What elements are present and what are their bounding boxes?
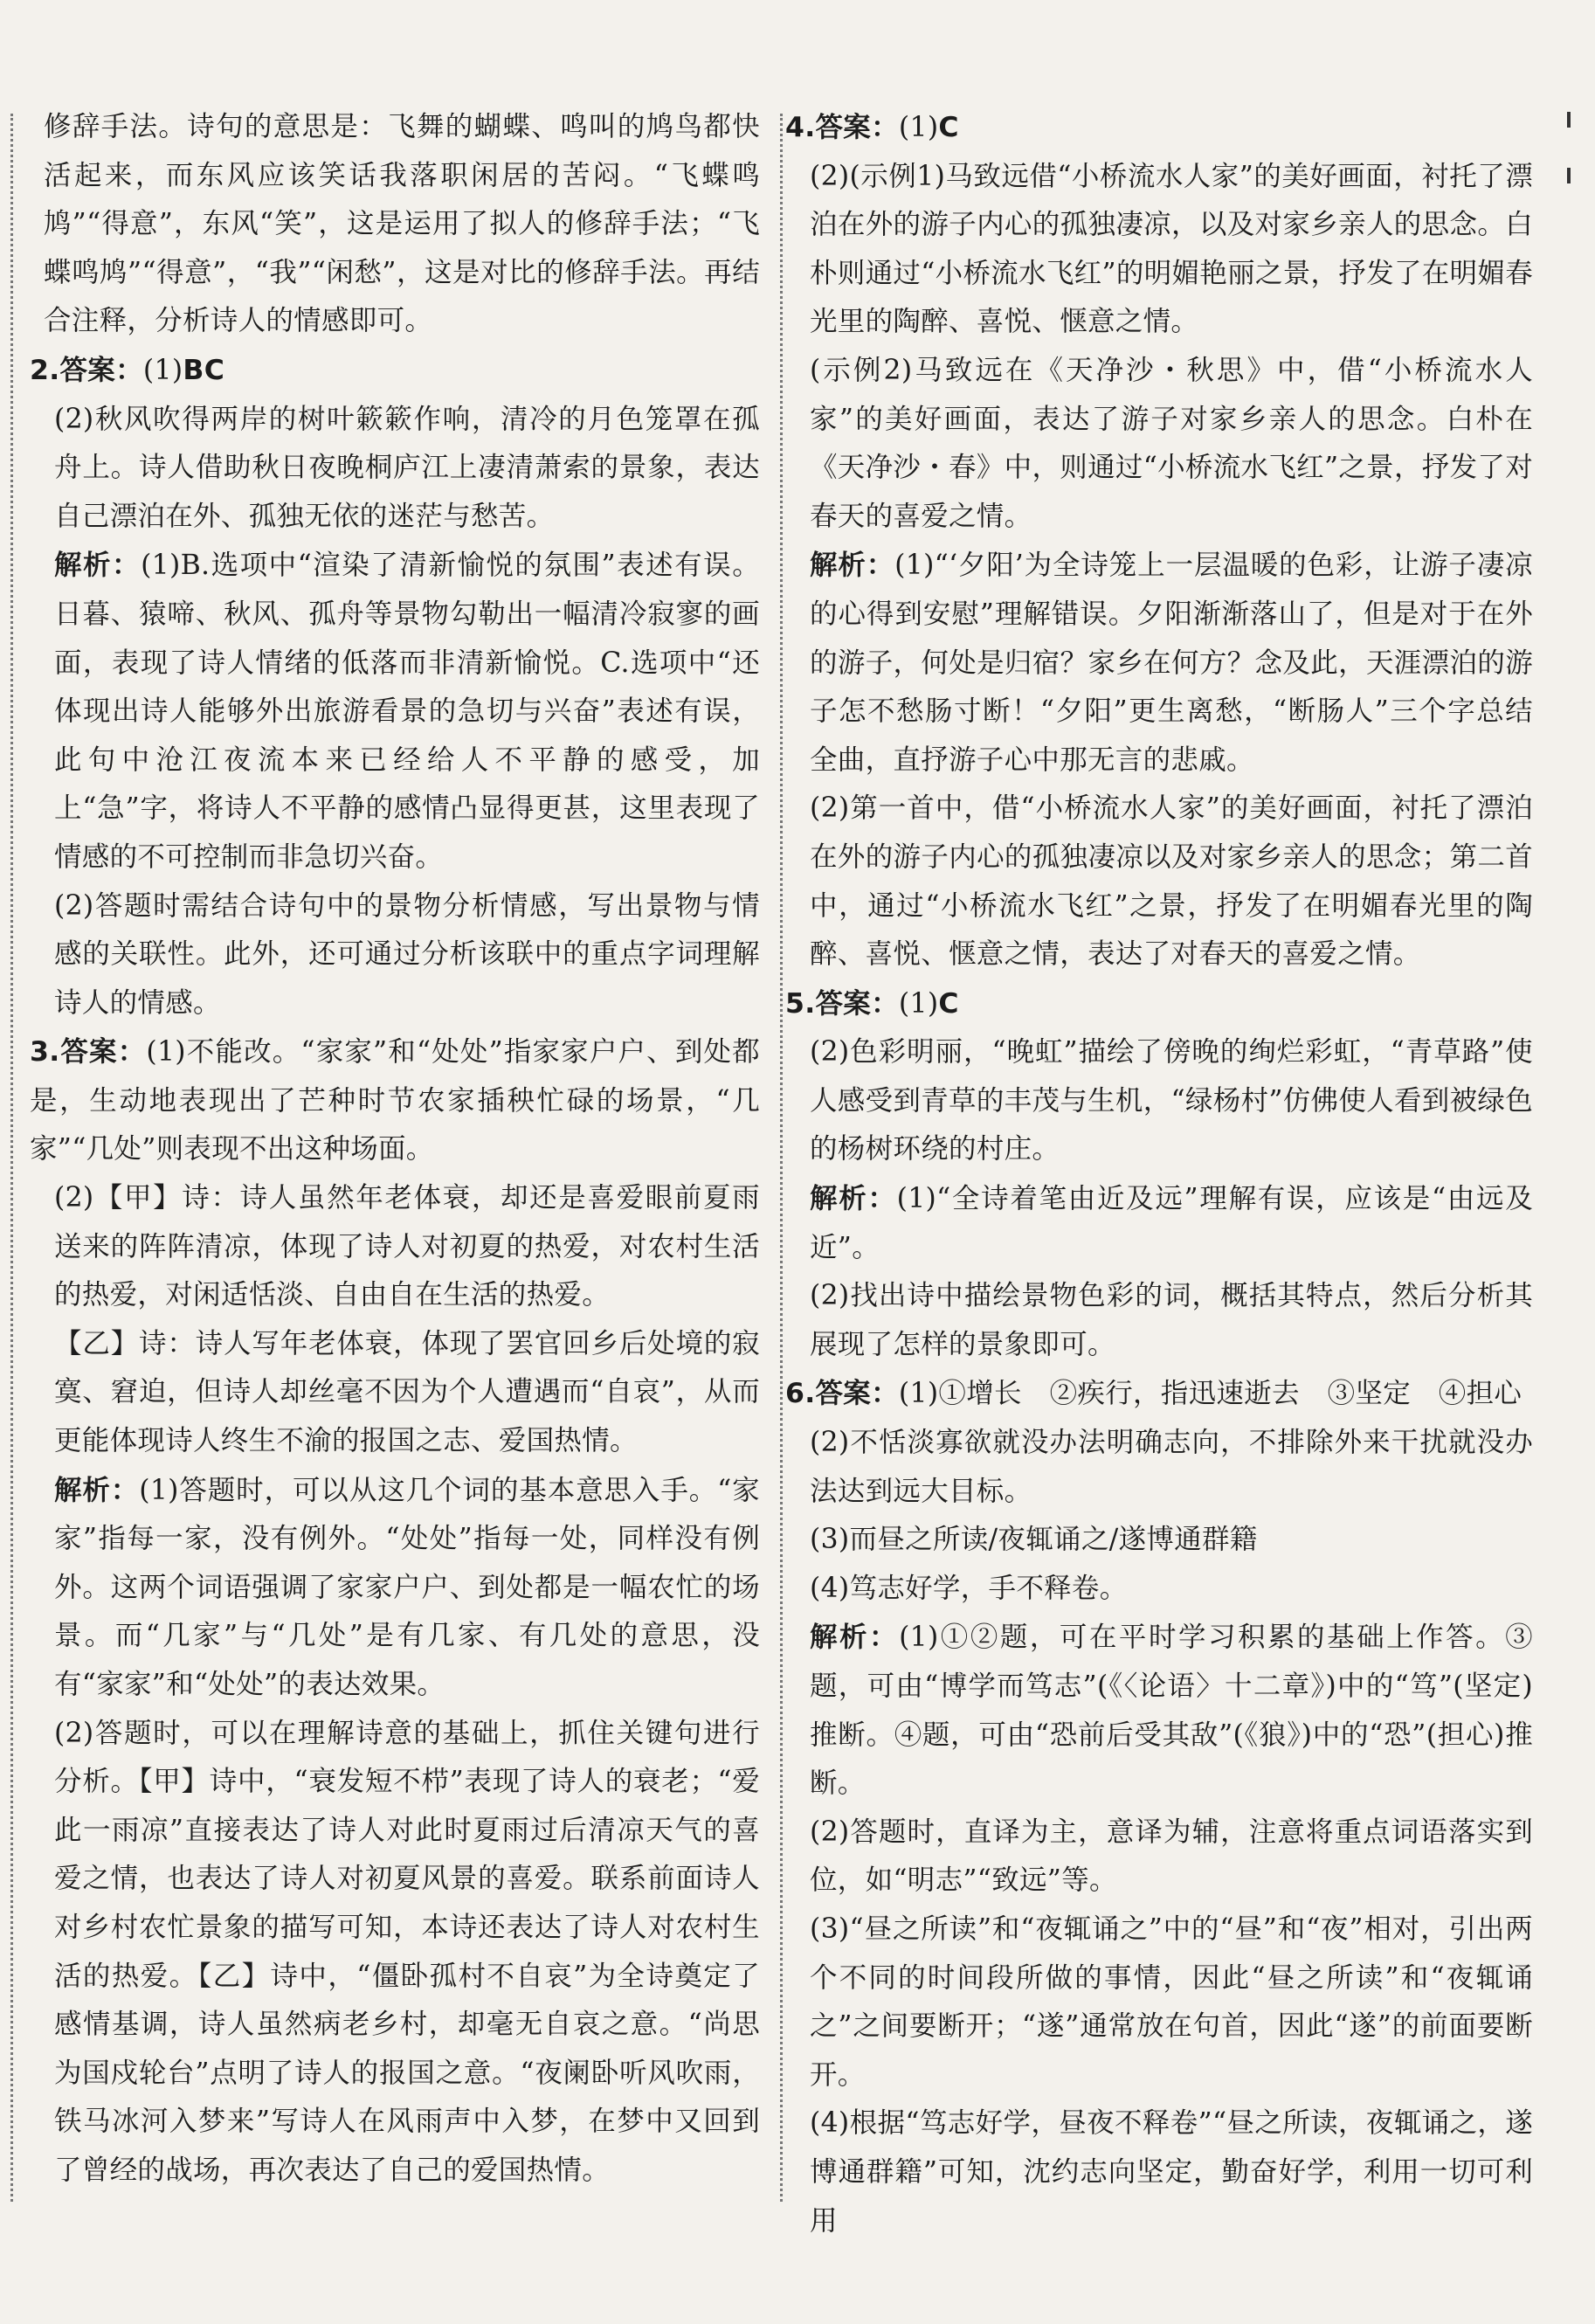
explanation-text: (1)“全诗着笔由近及远”理解有误，应该是“由远及近”。 <box>810 1183 1533 1263</box>
explanation-text: (1)答题时，可以从这几个词的基本意思入手。“家家”指每一家，没有例外。“处处”指每一处，同样没有例外。这两个词语强调了家家户户、到处都是一幅农忙的场景。而“几家”与“几处”是有几家、有几处的意思，没有“家家”和“处处”的表达效果。 <box>54 1474 760 1700</box>
question-number: 3. <box>30 1036 60 1069</box>
answer-label: 答案： <box>59 1035 147 1069</box>
answer-subparagraph <box>799 1028 1533 1174</box>
answer-choice: C <box>938 112 959 143</box>
subparagraph-text: (2)答题时，可以在理解诗意的基础上，抓住关键句进行分析。【甲】诗中，“衰发短不栉”表现了诗人的衰老；“爱此一雨凉”直接表达了诗人对此时夏雨过后清凉天气的喜爱之情，也表达了诗人对初夏风景的喜爱。联系前面诗人对乡村农忙景象的描写可知，本诗还表达了诗人对农村生活的热爱。【乙】诗中，“僵卧孤村不自哀”为全诗奠定了感情基调，诗人虽然病老乡村，却毫无自哀之意。“尚思为国戍轮台”点明了诗人的报国之意。“夜阑卧听风吹雨，铁马冰河入梦来”写诗人在风雨声中入梦，在梦中又回到了曾经的战场，再次表达了自己的爱国热情。 <box>54 1717 760 2186</box>
answer-subparagraph <box>799 1516 1533 1565</box>
question-answer-heading <box>30 346 760 396</box>
column-divider-dotted-line <box>780 114 783 2202</box>
question-answer-heading <box>785 979 1533 1029</box>
answer-subparagraph <box>799 785 1533 979</box>
answer-part-number: (1) <box>898 987 939 1020</box>
question-answer-heading <box>785 103 1533 153</box>
answer-subparagraph <box>799 1419 1533 1516</box>
subparagraph-text: (2)不恬淡寡欲就没办法明确志向，不排除外来干扰就没办法达到远大目标。 <box>810 1427 1533 1507</box>
explanation-label: 解析： <box>54 549 142 582</box>
subparagraph-text: (示例2)马致远在《天净沙・秋思》中，借“小桥流水人家”的美好画面，表达了游子对家乡亲人的思念。白朴在《天净沙・春》中，则通过“小桥流水飞红”之景，抒发了对春天的喜爱之情。 <box>810 354 1533 532</box>
edge-mark-bottom <box>1567 168 1571 183</box>
subparagraph-text: 【乙】诗：诗人写年老体衰，体现了罢官回乡后处境的寂寞、窘迫，但诗人却丝毫不因为个人遭遇而“自哀”，从而更能体现诗人终生不渝的报国之志、爱国热情。 <box>54 1327 760 1457</box>
answer-subparagraph <box>44 882 760 1028</box>
subparagraph-text: (2)找出诗中描绘景物色彩的词，概括其特点，然后分析其展现了怎样的景象即可。 <box>810 1280 1533 1360</box>
subparagraph-text: (4)根据“笃志好学，昼夜不释卷”“昼之所读，夜辄诵之，遂博通群籍”可知，沈约志向坚定，勤奋好学，利用一切可利用 <box>810 2107 1533 2237</box>
edge-mark-top <box>1567 112 1571 128</box>
answer-part-number: (1) <box>898 112 939 143</box>
question-answer-heading <box>785 1369 1533 1419</box>
answer-subparagraph <box>799 1906 1533 2099</box>
answer-subparagraph <box>44 396 760 542</box>
question-number: 6. <box>785 1378 816 1410</box>
paragraph <box>44 103 760 346</box>
question-number: 4. <box>785 112 816 143</box>
subparagraph-text: (4)笃志好学，手不释卷。 <box>810 1572 1128 1604</box>
explanation-paragraph <box>44 541 760 882</box>
answer-subparagraph <box>799 1565 1533 1614</box>
explanation-paragraph <box>799 1613 1533 1808</box>
explanation-paragraph <box>799 1174 1533 1272</box>
answer-text: (1)不能改。“家家”和“处处”指家家户户、到处都是，生动地表现出了芒种时节农家插秧忙碌的场景，“几家”“几处”则表现不出这种场面。 <box>30 1036 760 1165</box>
explanation-label: 解析： <box>810 1621 900 1654</box>
answer-subparagraph <box>44 1174 760 1320</box>
paragraph-text: 修辞手法。诗句的意思是：飞舞的蝴蝶、鸣叫的鸠鸟都快活起来，而东风应该笑话我落职闲居的苦闷。“飞蝶鸣鸠”“得意”，东风“笑”，这是运用了拟人的修辞手法；“飞蝶鸣鸠”“得意”，“我”“闲愁”，这是对比的修辞手法。再结合注释，分析诗人的情感即可。 <box>44 111 760 337</box>
explanation-label: 解析： <box>810 549 895 582</box>
subparagraph-text: (2)(示例1)马致远借“小桥流水人家”的美好画面，衬托了漂泊在外的游子内心的孤独凄凉，以及对家乡亲人的思念。白朴则通过“小桥流水飞红”的明媚艳丽之景，抒发了在明媚春光里的陶醉、喜悦、惬意之情。 <box>810 160 1533 338</box>
explanation-text: (1)B.选项中“渲染了清新愉悦的氛围”表述有误。日暮、猿啼、秋风、孤舟等景物勾勒出一幅清冷寂寥的画面，表现了诗人情绪的低落而非清新愉悦。C.选项中“还体现出诗人能够外出旅游看景的急切与兴奋”表述有误，此句中沧江夜流本来已经给人不平静的感受，加上“急”字，将诗人不平静的感情凸显得更甚，这里表现了情感的不可控制而非急切兴奋。 <box>54 550 760 873</box>
answer-part-number: (1) <box>142 354 183 386</box>
question-number: 5. <box>785 987 816 1020</box>
explanation-text: (1)①②题，可在平时学习积累的基础上作答。③题，可由“博学而笃志”(《〈论语〉十二章》)中的“笃”(坚定)推断。④题，可由“恐前后受其敌”(《狼》)中的“恐”(担心)推断。 <box>810 1622 1533 1800</box>
answer-choice: C <box>938 987 959 1020</box>
answer-subparagraph <box>799 2099 1533 2245</box>
answer-subparagraph <box>44 1710 760 2196</box>
subparagraph-text: (2)答题时需结合诗句中的景物分析情感，写出景物与情感的关联性。此外，还可通过分析该联中的重点字词理解诗人的情感。 <box>54 889 760 1019</box>
question-answer-heading <box>30 1027 760 1174</box>
answer-subparagraph <box>799 153 1533 347</box>
left-column <box>30 103 760 2210</box>
answer-subparagraph <box>44 1320 760 1466</box>
explanation-paragraph <box>799 541 1533 785</box>
explanation-label: 解析： <box>810 1182 897 1215</box>
subparagraph-text: (2)答题时，直译为主，意译为辅，注意将重点词语落实到位，如“明志”“致远”等。 <box>810 1816 1533 1897</box>
answer-choice: BC <box>183 354 225 386</box>
subparagraph-text: (2)秋风吹得两岸的树叶簌簌作响，清冷的月色笼罩在孤舟上。诗人借助秋日夜晚桐庐江上凄清萧索的景象，表达自己漂泊在外、孤独无依的迷茫与愁苦。 <box>54 403 760 532</box>
answer-subparagraph <box>799 347 1533 541</box>
answer-subparagraph <box>799 1272 1533 1369</box>
explanation-paragraph <box>44 1466 760 1710</box>
explanation-text: (1)“‘夕阳’为全诗笼上一层温暖的色彩，让游子凄凉的心得到安慰”理解错误。夕阳渐渐落山了，但是对于在外的游子，何处是归宿？家乡在何方？念及此，天涯漂泊的游子怎不愁肠寸断！“夕阳”更生离愁，“断肠人”三个字总结全曲，直抒游子心中那无言的悲戚。 <box>810 550 1533 776</box>
left-margin-dotted-line <box>10 114 13 2202</box>
subparagraph-text: (3)而昼之所读/夜辄诵之/遂博通群籍 <box>810 1524 1258 1556</box>
answer-subparagraph <box>799 1809 1533 1906</box>
subparagraph-text: (3)“昼之所读”和“夜辄诵之”中的“昼”和“夜”相对，引出两个不同的时间段所做的事情，因此“昼之所读”和“夜辄诵之”之间要断开；“遂”通常放在句首，因此“遂”的前面要断开。 <box>810 1912 1533 2091</box>
answer-label: 答案： <box>815 1377 899 1410</box>
answer-text: (1)①增长 ②疾行，指迅速逝去 ③坚定 ④担心 <box>898 1378 1522 1410</box>
answer-label: 答案： <box>59 353 143 386</box>
question-number: 2. <box>30 354 60 386</box>
right-column <box>785 103 1533 2237</box>
answer-label: 答案： <box>815 986 899 1020</box>
subparagraph-text: (2)【甲】诗：诗人虽然年老体衰，却还是喜爱眼前夏雨送来的阵阵清凉，体现了诗人对初夏的热爱，对农村生活的热爱，对闲适恬淡、自由自在生活的热爱。 <box>54 1182 760 1311</box>
subparagraph-text: (2)色彩明丽，“晚虹”描绘了傍晚的绚烂彩虹，“青草路”使人感受到青草的丰茂与生机，“绿杨村”仿佛使人看到被绿色的杨树环绕的村庄。 <box>810 1036 1533 1165</box>
explanation-label: 解析： <box>54 1473 140 1506</box>
subparagraph-text: (2)第一首中，借“小桥流水人家”的美好画面，衬托了漂泊在外的游子内心的孤独凄凉以及对家乡亲人的思念；第二首中，通过“小桥流水飞红”之景，抒发了在明媚春光里的陶醉、喜悦、惬意之情，表达了对春天的喜爱之情。 <box>810 792 1533 971</box>
answer-label: 答案： <box>815 111 899 143</box>
